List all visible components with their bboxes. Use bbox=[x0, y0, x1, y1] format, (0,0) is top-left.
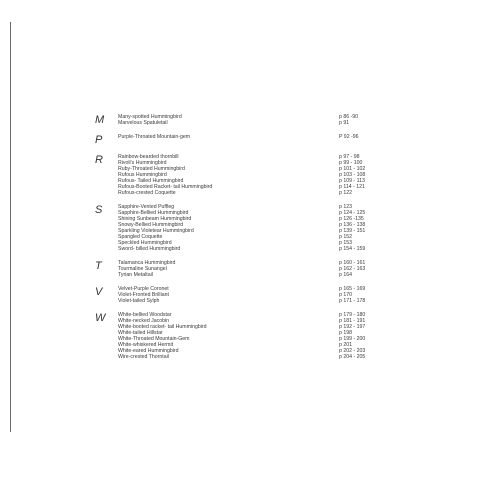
page-reference: p 97 - 98 bbox=[339, 154, 360, 160]
entry-list bbox=[118, 114, 425, 126]
species-name: Ruby-Throated Hummingbird bbox=[118, 166, 185, 172]
page-reference: p 164 bbox=[339, 272, 352, 278]
index-section-w bbox=[95, 312, 425, 360]
page-reference: p 170 bbox=[339, 292, 352, 298]
section-letter: M bbox=[95, 114, 105, 126]
species-name: Purple-Throated Mountain-gem bbox=[118, 134, 191, 140]
species-name: Rufous-crested Coquette bbox=[118, 190, 176, 196]
index-entry bbox=[118, 134, 425, 140]
species-name: Spangled Coquette bbox=[118, 234, 163, 240]
index-section-t bbox=[95, 260, 425, 278]
species-name: Rufous-Booted Racket- tail Hummingbird bbox=[118, 184, 213, 190]
page-reference: p 136 - 138 bbox=[339, 222, 366, 228]
section-letter: T bbox=[95, 260, 102, 272]
species-index bbox=[95, 114, 425, 368]
species-name: Talamanca Hummingbird bbox=[118, 260, 176, 266]
species-name: White-tailed Hillstar bbox=[118, 330, 163, 336]
species-name: White-booted racket- tail Hummingbird bbox=[118, 324, 207, 330]
page-reference: p 153 bbox=[339, 240, 352, 246]
entry-list bbox=[118, 260, 425, 278]
page-edge-line bbox=[10, 22, 11, 432]
page-reference: p 181 - 191 bbox=[339, 318, 366, 324]
page-reference: p 99 - 100 bbox=[339, 160, 363, 166]
species-name: Violet-tailed Sylph bbox=[118, 298, 160, 304]
page-reference: p 204 - 205 bbox=[339, 354, 366, 360]
page-reference: p 109 - 113 bbox=[339, 178, 365, 184]
page-reference: p 123 bbox=[339, 204, 352, 210]
entry-list bbox=[118, 312, 425, 360]
page-reference: p 86 -90 bbox=[339, 114, 359, 120]
page-reference: p 122 bbox=[339, 190, 352, 196]
index-section-s bbox=[95, 204, 425, 252]
page-reference: p 198 bbox=[339, 330, 352, 336]
species-name: Many-spotted Hummingbird bbox=[118, 114, 182, 120]
species-name: White-Throated Mountain-Gem bbox=[118, 336, 190, 342]
index-entry bbox=[118, 190, 425, 196]
species-name: Sparkling Violetear Hummingbird bbox=[118, 228, 194, 234]
index-entry bbox=[118, 354, 425, 360]
species-name: White-necked Jacobin bbox=[118, 318, 170, 324]
section-letter: R bbox=[95, 154, 103, 166]
species-name: Tourmaline Sunangel bbox=[118, 266, 167, 272]
page-reference: p 152 bbox=[339, 234, 352, 240]
page-reference: p 126 -135 bbox=[339, 216, 364, 222]
entry-list bbox=[118, 154, 425, 196]
species-name: Rainbow-bearded thornbill bbox=[118, 154, 179, 160]
page-reference: p 91 bbox=[339, 120, 350, 126]
index-section-r bbox=[95, 154, 425, 196]
page-reference: p 139 - 151 bbox=[339, 228, 366, 234]
species-name: Rufous Hummingbird bbox=[118, 172, 167, 178]
species-name: Snowy-Bellied Hummingbird bbox=[118, 222, 184, 228]
page-reference: p 179 - 180 bbox=[339, 312, 366, 318]
page-reference: p 101 - 102 bbox=[339, 166, 366, 172]
index-section-m bbox=[95, 114, 425, 126]
species-name: White-whiskered Hermit bbox=[118, 342, 174, 348]
entry-list bbox=[118, 134, 425, 146]
index-entry bbox=[118, 246, 425, 252]
species-name: Sword- billed Hummingbird bbox=[118, 246, 181, 252]
species-name: Wire-crested Thorntail bbox=[118, 354, 169, 360]
species-name: Marvelous Spatuletail bbox=[118, 120, 168, 126]
index-section-v bbox=[95, 286, 425, 304]
species-name: Velvet-Purple Coronet bbox=[118, 286, 169, 292]
section-letter: P bbox=[95, 134, 103, 146]
page-reference: p 165 - 169 bbox=[339, 286, 366, 292]
page-reference: p 160 - 161 bbox=[339, 260, 366, 266]
species-name: Rufous- Tailed Hummingbird bbox=[118, 178, 184, 184]
species-name: White-bellied Woodstar bbox=[118, 312, 172, 318]
page-reference: p 199 - 200 bbox=[339, 336, 366, 342]
page-reference: P 92 -96 bbox=[339, 134, 359, 140]
species-name: Speckled Hummingbird bbox=[118, 240, 172, 246]
page-reference: p 202 - 203 bbox=[339, 348, 366, 354]
index-entry bbox=[118, 120, 425, 126]
page-reference: p 124 - 125 bbox=[339, 210, 366, 216]
species-name: Shining Sunbeam Hummingbird bbox=[118, 216, 192, 222]
page-reference: p 103 - 108 bbox=[339, 172, 366, 178]
index-entry bbox=[118, 298, 425, 304]
page-reference: p 162 - 163 bbox=[339, 266, 366, 272]
entry-list bbox=[118, 204, 425, 252]
species-name: Tyrian Metaltail bbox=[118, 272, 153, 278]
page-reference: p 171 - 178 bbox=[339, 298, 366, 304]
section-letter: V bbox=[95, 286, 103, 298]
page-reference: p 114 - 121 bbox=[339, 184, 365, 190]
section-letter: S bbox=[95, 204, 103, 216]
species-name: Rivoli's Hummingbird bbox=[118, 160, 167, 166]
page-reference: p 201 bbox=[339, 342, 352, 348]
species-name: White-eared Hummingbird bbox=[118, 348, 179, 354]
species-name: Violet-Fronted Brilliant bbox=[118, 292, 169, 298]
index-section-p bbox=[95, 134, 425, 146]
page-reference: p 192 - 197 bbox=[339, 324, 366, 330]
index-entry bbox=[118, 272, 425, 278]
entry-list bbox=[118, 286, 425, 304]
page-reference: p 154 - 159 bbox=[339, 246, 366, 252]
species-name: Sapphire-Vented Puffleg bbox=[118, 204, 175, 210]
section-letter: W bbox=[95, 312, 106, 324]
species-name: Sapphire-Bellied Hummingbird bbox=[118, 210, 189, 216]
